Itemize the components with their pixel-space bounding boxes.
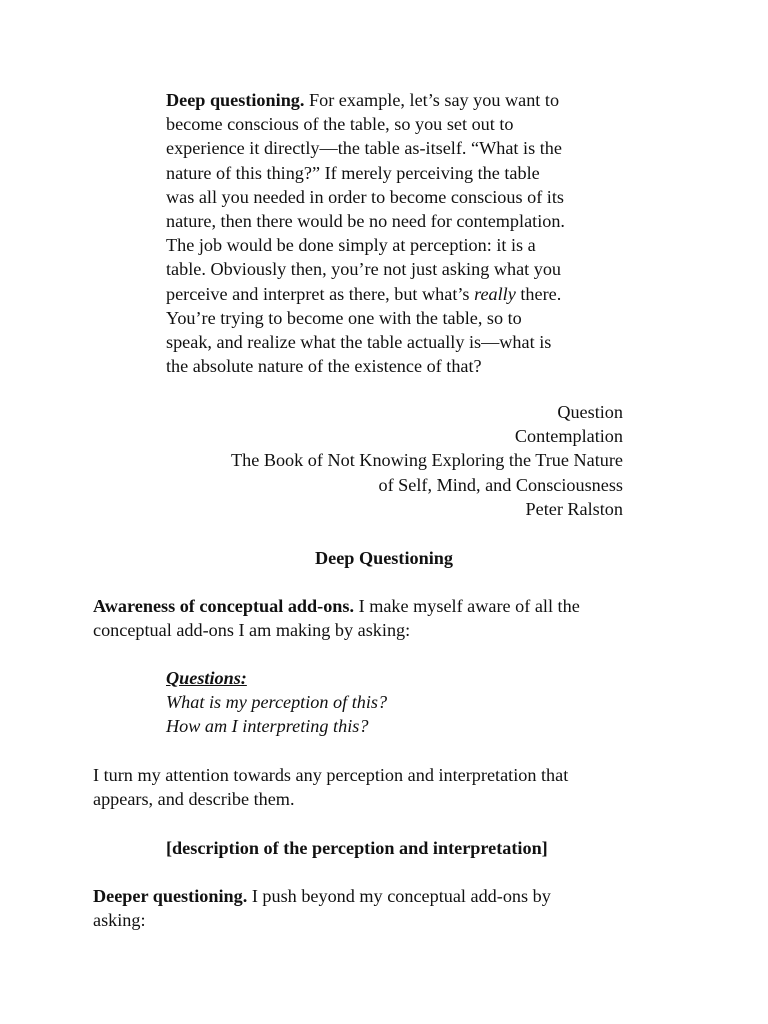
emphasis-really: really: [474, 283, 516, 304]
quote-line: Deep questioning. For example, let’s say you want to: [166, 90, 560, 110]
quote-line: was all you needed in order to become conscious of its: [166, 186, 564, 207]
quote-line: experience it directly—the table as-itself. “What is the: [166, 138, 562, 159]
quote-attribution: [166, 400, 623, 521]
quote-line: speak, and realize what the table actually is—what is: [166, 332, 552, 353]
attribution-author: Peter Ralston: [525, 498, 623, 519]
attribution-book-title: of Self, Mind, and Consciousness: [378, 474, 623, 495]
quote-line: nature of this thing?” If merely perceiving the table: [166, 162, 540, 183]
section-heading: Deep Questioning: [315, 548, 453, 568]
question-item: What is my perception of this?: [166, 692, 388, 713]
quote-line: become conscious of the table, so you set out to: [166, 114, 514, 135]
deeper-paragraph: Deeper questioning. I push beyond my conceptual add-ons by asking:: [93, 886, 551, 931]
attribution-line: Question: [557, 402, 623, 422]
quote-line: nature, then there would be no need for contemplation.: [166, 211, 565, 232]
awareness-paragraph: Awareness of conceptual add-ons. I make myself aware of all the conceptual add-ons I am making by asking:: [93, 596, 580, 641]
quote-line: You’re trying to become one with the table, so to: [166, 307, 522, 328]
attribution-book-title: The Book of Not Knowing Exploring the True Nature: [231, 450, 623, 471]
quote-line: perceive and interpret as there, but what’s really there.: [166, 283, 562, 304]
awareness-lead: Awareness of conceptual add-ons.: [93, 596, 355, 616]
book-quote: [166, 88, 626, 378]
question-item: How am I interpreting this?: [166, 716, 369, 737]
quote-lead: Deep questioning.: [166, 90, 305, 110]
quote-line: the absolute nature of the existence of that?: [166, 356, 482, 377]
questions-heading: Questions:: [166, 668, 247, 688]
description-placeholder: [description of the perception and interpretation]: [166, 838, 548, 858]
questions-block: [166, 666, 387, 739]
quote-line: The job would be done simply at perception: it is a: [166, 235, 536, 256]
attention-paragraph: I turn my attention towards any perception and interpretation that appears, and describe them.: [93, 765, 569, 810]
attribution-line: Contemplation: [514, 426, 623, 447]
quote-line: table. Obviously then, you’re not just asking what you: [166, 259, 562, 280]
deeper-lead: Deeper questioning.: [93, 886, 248, 906]
